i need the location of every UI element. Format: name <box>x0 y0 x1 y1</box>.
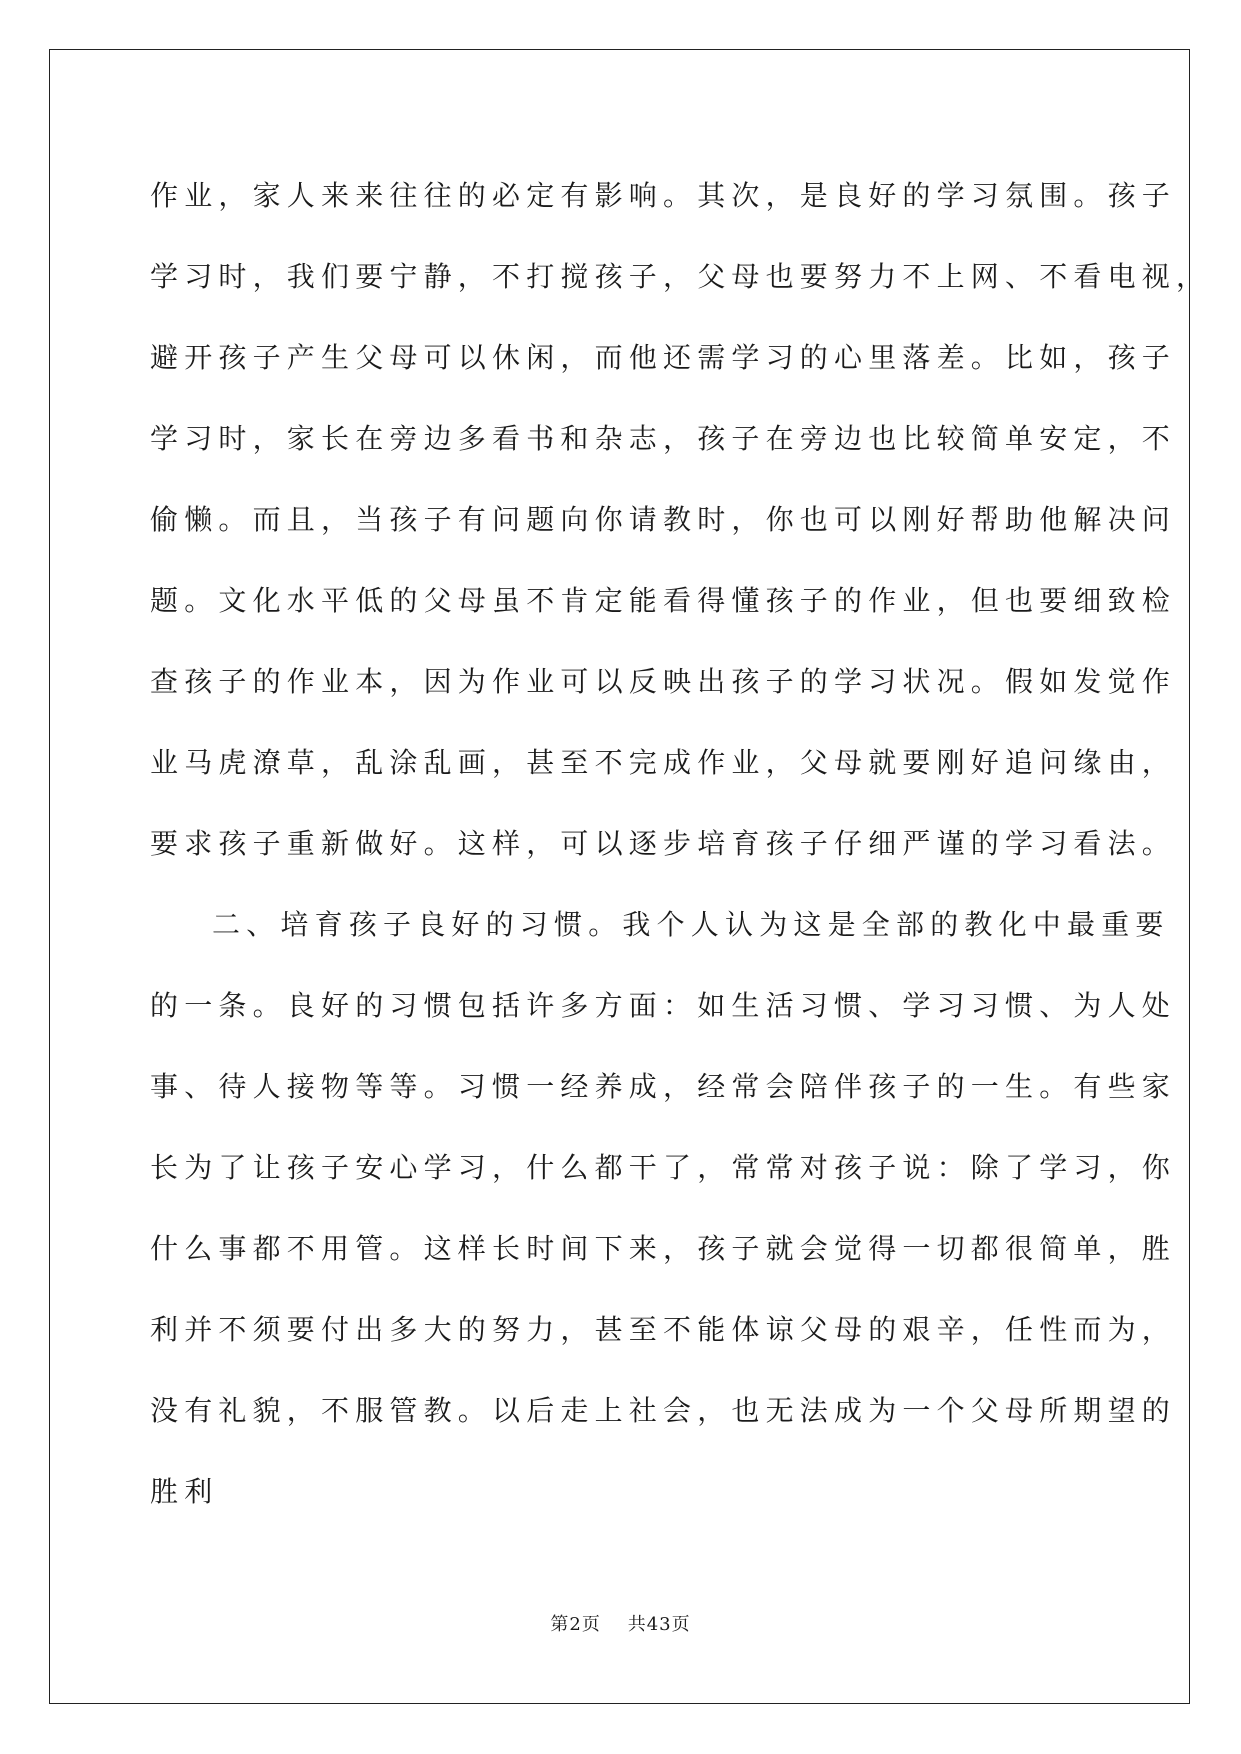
text-line: 长为了让孩子安心学习，什么都干了，常常对孩子说：除了学习，你 <box>150 1151 1177 1184</box>
text-line: 业马虎潦草，乱涂乱画，甚至不完成作业，父母就要刚好追问缘由， <box>150 746 1177 779</box>
text-line: 作业，家人来来往往的必定有影响。其次，是良好的学习氛围。孩子 <box>150 179 1177 212</box>
paragraph-start-line: 二、培育孩子良好的习惯。我个人认为这是全部的教化中最重要 <box>212 908 1170 941</box>
text-line: 胜利 <box>150 1475 219 1508</box>
page-number-footer: 第2页 共43页 <box>550 1614 691 1635</box>
text-line: 要求孩子重新做好。这样，可以逐步培育孩子仔细严谨的学习看法。 <box>150 827 1177 860</box>
document-body <box>150 155 1211 1532</box>
text-line: 避开孩子产生父母可以休闲，而他还需学习的心里落差。比如，孩子 <box>150 341 1177 374</box>
text-line: 利并不须要付出多大的努力，甚至不能体谅父母的艰辛，任性而为， <box>150 1313 1177 1346</box>
text-line: 事、待人接物等等。习惯一经养成，经常会陪伴孩子的一生。有些家 <box>150 1070 1177 1103</box>
text-line: 偷懒。而且，当孩子有问题向你请教时，你也可以刚好帮助他解决问 <box>150 503 1177 536</box>
text-line: 没有礼貌，不服管教。以后走上社会，也无法成为一个父母所期望的 <box>150 1394 1177 1427</box>
text-line: 什么事都不用管。这样长时间下来，孩子就会觉得一切都很简单，胜 <box>150 1232 1177 1265</box>
text-line: 的一条。良好的习惯包括许多方面：如生活习惯、学习习惯、为人处 <box>150 989 1177 1022</box>
text-line: 学习时，我们要宁静，不打搅孩子，父母也要努力不上网、不看电视， <box>150 260 1211 293</box>
text-line: 题。文化水平低的父母虽不肯定能看得懂孩子的作业，但也要细致检 <box>150 584 1177 617</box>
text-line: 查孩子的作业本，因为作业可以反映出孩子的学习状况。假如发觉作 <box>150 665 1177 698</box>
text-line: 学习时，家长在旁边多看书和杂志，孩子在旁边也比较简单安定，不 <box>150 422 1177 455</box>
